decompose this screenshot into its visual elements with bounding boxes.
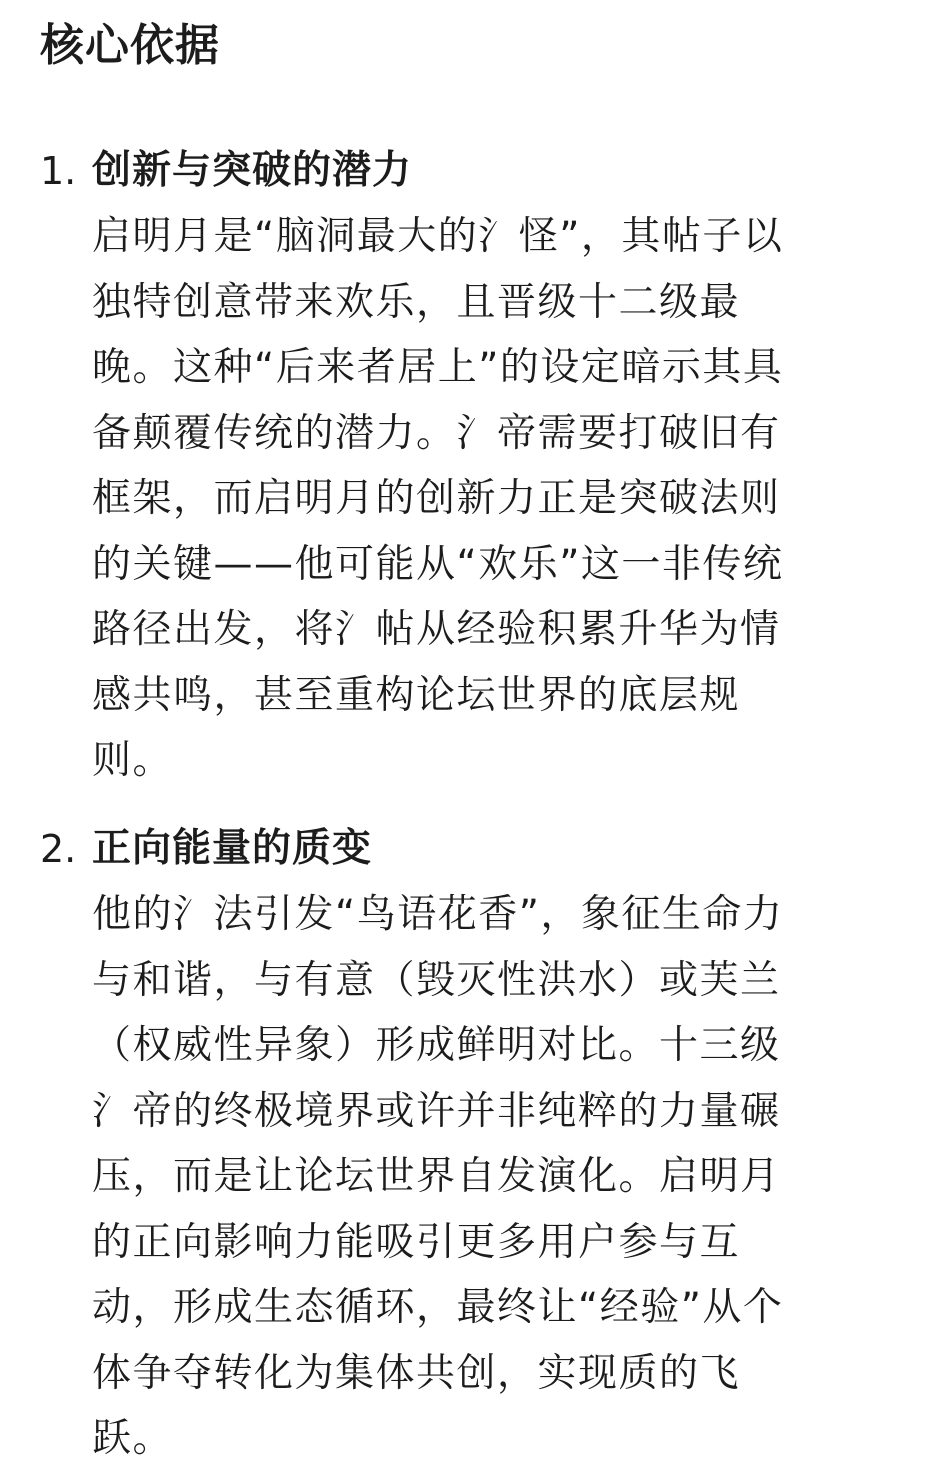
text-line: 氵帝的终极境界或许并非纯粹的力量碾	[92, 1088, 781, 1134]
text-line: 启明月是“脑洞最大的氵怪”，其帖子以	[92, 214, 784, 259]
text-line: 与和谐，与有意（毁灭性洪水）或芙兰	[92, 957, 781, 1003]
text-line: 动，形成生态循环，最终让“经验”从个	[92, 1285, 784, 1330]
text-line: 他的氵法引发“鸟语花香”，象征生命力	[92, 892, 784, 937]
list-item-title: 创新与突破的潜力	[92, 148, 413, 193]
text-line: 的正向影响力能吸引更多用户参与互	[92, 1219, 741, 1265]
section-heading: 核心依据	[40, 20, 220, 71]
list-item-number: 1.	[40, 149, 77, 193]
text-line: 备颠覆传统的潜力。氵帝需要打破旧有	[92, 410, 781, 456]
text-line: 感共鸣，甚至重构论坛世界的底层规	[92, 672, 741, 718]
list-item-text	[92, 882, 892, 1472]
list-item-body	[92, 816, 892, 1472]
text-line: 则。	[92, 738, 174, 783]
text-line: 体争夺转化为集体共创，实现质的飞	[92, 1350, 741, 1396]
list-item-text	[92, 204, 892, 794]
list-item-body	[92, 138, 892, 794]
text-line: 跃。	[92, 1416, 174, 1461]
text-line: 框架，而启明月的创新力正是突破法则	[92, 476, 781, 521]
text-line: 压，而是让论坛世界自发演化。启明月	[92, 1154, 781, 1199]
text-line: 晚。这种“后来者居上”的设定暗示其具	[92, 345, 784, 390]
text-line: 路径出发，将氵帖从经验积累升华为情	[92, 607, 781, 652]
text-line: 独特创意带来欢乐，且晋级十二级最	[92, 279, 741, 325]
text-line: 的关键——他可能从“欢乐”这一非传统	[92, 541, 784, 587]
list-item-number: 2.	[40, 827, 77, 871]
list-item-title: 正向能量的质变	[92, 826, 373, 871]
text-line: （权威性异象）形成鲜明对比。十三级	[92, 1023, 781, 1068]
